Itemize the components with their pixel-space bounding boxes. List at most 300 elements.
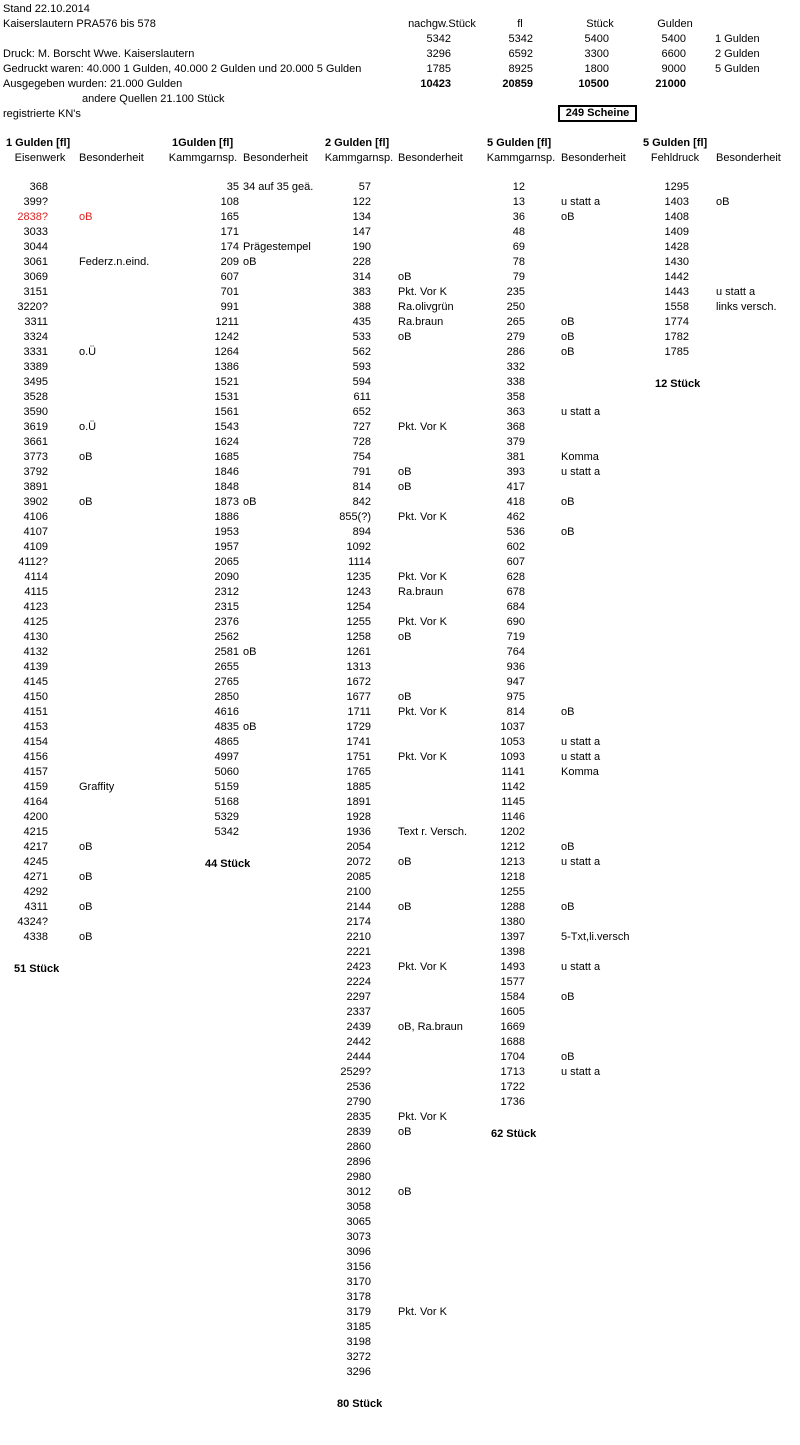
serial-number: 3528 <box>23 391 48 403</box>
serial-note: u statt a <box>561 736 601 748</box>
serial-number: 2980 <box>346 1171 371 1183</box>
serial-number: 1264 <box>214 346 239 358</box>
serial-number: 2072 <box>346 856 371 868</box>
serial-number: 147 <box>352 226 371 238</box>
serial-number: 754 <box>352 451 371 463</box>
serial-number: 4150 <box>23 691 48 703</box>
serial-note: oB, Ra.braun <box>398 1021 463 1033</box>
group-count: 80 Stück <box>337 1398 383 1410</box>
serial-number: 2100 <box>346 886 371 898</box>
serial-number: 1751 <box>346 751 371 763</box>
serial-number: 4139 <box>23 661 48 673</box>
serial-number: 363 <box>506 406 525 418</box>
serial-note: Federz.n.eind. <box>79 256 150 268</box>
serial-number: 4153 <box>23 721 48 733</box>
group-subheader: Besonderheit <box>398 152 463 164</box>
serial-number: 2896 <box>346 1156 371 1168</box>
serial-note: oB <box>79 901 93 913</box>
serial-number: 562 <box>352 346 371 358</box>
serial-number: 388 <box>352 301 371 313</box>
serial-number: 1243 <box>346 586 371 598</box>
serial-number: 4112? <box>18 556 48 568</box>
serial-note: oB <box>561 841 575 853</box>
serial-number: 2439 <box>346 1021 371 1033</box>
summary-cell: 3296 <box>426 48 451 60</box>
serial-number: 4130 <box>23 631 48 643</box>
serial-number: 171 <box>220 226 239 238</box>
serial-number: 2536 <box>346 1081 371 1093</box>
serial-number: 2442 <box>346 1036 371 1048</box>
summary-cell: 5400 <box>661 33 686 45</box>
serial-number: 1254 <box>346 601 371 613</box>
serial-number: 727 <box>352 421 371 433</box>
serial-number: 1848 <box>214 481 239 493</box>
serial-number: 1409 <box>664 226 689 238</box>
serial-number: 165 <box>220 211 239 223</box>
serial-note: o.Ü <box>79 421 97 433</box>
serial-number: 3619 <box>23 421 48 433</box>
group-subheader: Besonderheit <box>716 152 781 164</box>
serial-number: 1428 <box>664 241 689 253</box>
serial-number: 4271 <box>23 871 48 883</box>
serial-number: 728 <box>352 436 371 448</box>
serial-number: 3044 <box>23 241 48 253</box>
serial-number: 379 <box>506 436 525 448</box>
serial-number: 2423 <box>346 961 371 973</box>
serial-number: 1408 <box>664 211 689 223</box>
serial-note: u statt a <box>561 406 601 418</box>
serial-note: oB <box>398 481 412 493</box>
serial-number: 3773 <box>23 451 48 463</box>
serial-number: 611 <box>353 391 371 403</box>
serial-number: 1531 <box>214 391 239 403</box>
serial-note: oB <box>561 331 575 343</box>
serial-number: 4997 <box>214 751 239 763</box>
serial-number: 894 <box>352 526 371 538</box>
serial-number: 3178 <box>346 1291 371 1303</box>
serial-number: 228 <box>352 256 371 268</box>
serial-note: Ra.braun <box>398 586 444 598</box>
serial-number: 4123 <box>23 601 48 613</box>
serial-note: oB <box>398 271 412 283</box>
serial-note: Pkt. Vor K <box>398 706 447 718</box>
serial-number: 4311 <box>24 901 48 913</box>
serial-number: 69 <box>512 241 525 253</box>
serial-number: 3495 <box>23 376 48 388</box>
serial-number: 3324 <box>23 331 48 343</box>
serial-number: 4107 <box>23 526 48 538</box>
serial-number: 3156 <box>346 1261 371 1273</box>
serial-number: 134 <box>352 211 371 223</box>
serial-number: 368 <box>29 181 48 193</box>
serial-number: 1782 <box>664 331 689 343</box>
summary-cell: 5400 <box>584 33 609 45</box>
serial-number: 2174 <box>346 916 371 928</box>
serial-note: oB <box>79 211 93 223</box>
serial-number: 2224 <box>346 976 371 988</box>
serial-number: 2376 <box>214 616 239 628</box>
summary-total: 21000 <box>655 78 686 90</box>
summary-header: fl <box>517 18 523 30</box>
serial-number: 4865 <box>214 736 239 748</box>
serial-number: 1493 <box>500 961 525 973</box>
serial-number: 3058 <box>346 1201 371 1213</box>
serial-note: Pkt. Vor K <box>398 571 447 583</box>
serial-number: 2562 <box>214 631 239 643</box>
serial-note: oB <box>561 316 575 328</box>
serial-number: 684 <box>506 601 525 613</box>
registered-label: registrierte KN's <box>3 108 81 120</box>
serial-note: oB <box>561 1051 575 1063</box>
serial-note: oB <box>398 631 412 643</box>
summary-cell: 5342 <box>508 33 533 45</box>
serial-note: u statt a <box>561 856 601 868</box>
serial-number: 1295 <box>664 181 689 193</box>
serial-number: 602 <box>506 541 525 553</box>
serial-number: 2210 <box>346 931 371 943</box>
serial-note: oB <box>561 991 575 1003</box>
serial-number: 2054 <box>346 841 371 853</box>
summary-cell: 8925 <box>508 63 533 75</box>
serial-number: 174 <box>220 241 239 253</box>
summary-cell: 6600 <box>661 48 686 60</box>
serial-number: 4156 <box>23 751 48 763</box>
serial-number: 381 <box>506 451 525 463</box>
printed-info: Gedruckt waren: 40.000 1 Gulden, 40.000 2 Gulden und 20.000 5 Gulden <box>3 63 362 75</box>
serial-number: 1605 <box>500 1006 525 1018</box>
serial-note: oB <box>398 1126 412 1138</box>
serial-number: 1442 <box>664 271 689 283</box>
serial-number: 250 <box>506 301 525 313</box>
serial-note: oB <box>79 496 93 508</box>
serial-number: 1242 <box>214 331 239 343</box>
serial-note: oB <box>79 841 93 853</box>
serial-number: 1430 <box>664 256 689 268</box>
serial-number: 3661 <box>23 436 48 448</box>
serial-number: 690 <box>506 616 525 628</box>
serial-number: 2065 <box>214 556 239 568</box>
serial-number: 1093 <box>500 751 525 763</box>
serial-number: 3792 <box>23 466 48 478</box>
serial-note: Pkt. Vor K <box>398 961 447 973</box>
serial-note: u statt a <box>561 1066 601 1078</box>
serial-note: Ra.braun <box>398 316 444 328</box>
group-title: 1 Gulden [fl] <box>6 137 71 149</box>
serial-note: Pkt. Vor K <box>398 286 447 298</box>
serial-number: 1953 <box>214 526 239 538</box>
serial-number: 4115 <box>24 586 48 598</box>
serial-number: 2297 <box>346 991 371 1003</box>
group-subheader: Kammgarnsp. <box>168 152 238 164</box>
serial-number: 936 <box>506 661 525 673</box>
serial-number: 2529? <box>340 1066 371 1078</box>
serial-number: 1255 <box>500 886 525 898</box>
summary-cell: 1785 <box>426 63 451 75</box>
serial-number: 2838? <box>17 211 48 223</box>
serial-number: 4292 <box>23 886 48 898</box>
serial-number: 3073 <box>346 1231 371 1243</box>
serial-number: 3065 <box>346 1216 371 1228</box>
group-subheader: Besonderheit <box>243 152 308 164</box>
print-info: Druck: M. Borscht Wwe. Kaiserslautern <box>3 48 195 60</box>
serial-number: 1092 <box>346 541 371 553</box>
serial-note: oB <box>561 706 575 718</box>
serial-number: 3185 <box>346 1321 371 1333</box>
serial-number: 855(?) <box>339 511 371 523</box>
summary-row-label: 2 Gulden <box>715 48 760 60</box>
serial-number: 607 <box>506 556 525 568</box>
serial-note: oB <box>79 451 93 463</box>
serial-number: 5342 <box>214 826 239 838</box>
serial-number: 1146 <box>501 811 525 823</box>
serial-number: 2312 <box>214 586 239 598</box>
summary-cell: 1800 <box>584 63 609 75</box>
serial-note: oB <box>398 856 412 868</box>
serial-number: 4109 <box>23 541 48 553</box>
serial-note: oB <box>398 331 412 343</box>
serial-number: 2765 <box>214 676 239 688</box>
serial-number: 3033 <box>23 226 48 238</box>
serial-note: Graffity <box>79 781 115 793</box>
serial-number: 122 <box>352 196 371 208</box>
serial-number: 3061 <box>23 256 48 268</box>
serial-note: oB <box>398 691 412 703</box>
serial-number: 79 <box>512 271 525 283</box>
serial-number: 1713 <box>500 1066 525 1078</box>
serial-number: 652 <box>352 406 371 418</box>
serial-number: 764 <box>506 646 525 658</box>
serial-number: 286 <box>506 346 525 358</box>
serial-note: oB <box>398 901 412 913</box>
serial-number: 2860 <box>346 1141 371 1153</box>
serial-number: 3096 <box>346 1246 371 1258</box>
serial-note: oB <box>79 871 93 883</box>
serial-number: 1037 <box>500 721 525 733</box>
serial-number: 678 <box>506 586 525 598</box>
serial-number: 1873 <box>214 496 239 508</box>
group-count: 62 Stück <box>491 1128 537 1140</box>
serial-number: 2315 <box>214 601 239 613</box>
serial-number: 2655 <box>214 661 239 673</box>
serial-number: 3891 <box>23 481 48 493</box>
serial-number: 814 <box>352 481 371 493</box>
serial-number: 1928 <box>346 811 371 823</box>
serial-note: links versch. <box>716 301 777 313</box>
serial-number: 279 <box>506 331 525 343</box>
serial-number: 1885 <box>346 781 371 793</box>
serial-note: u statt a <box>716 286 756 298</box>
serial-number: 3590 <box>23 406 48 418</box>
serial-number: 2337 <box>346 1006 371 1018</box>
serial-number: 108 <box>220 196 239 208</box>
serial-number: 1142 <box>501 781 525 793</box>
serial-number: 393 <box>506 466 525 478</box>
serial-number: 4114 <box>24 571 48 583</box>
serial-number: 1235 <box>346 571 371 583</box>
serial-number: 418 <box>506 496 525 508</box>
issued-info: Ausgegeben wurden: 21.000 Gulden <box>3 78 183 90</box>
serial-number: 4245 <box>23 856 48 868</box>
serial-number: 235 <box>506 286 525 298</box>
serial-number: 1561 <box>214 406 239 418</box>
serial-note: u statt a <box>561 961 601 973</box>
serial-note: 5-Txt,li.versch <box>561 931 630 943</box>
group-subheader: Fehldruck <box>650 152 700 164</box>
serial-number: 314 <box>352 271 371 283</box>
serial-number: 594 <box>352 376 371 388</box>
serial-number: 368 <box>506 421 525 433</box>
serial-note: oB <box>243 256 257 268</box>
serial-number: 3296 <box>346 1366 371 1378</box>
serial-number: 57 <box>358 181 371 193</box>
group-subheader: Kammgarnsp. <box>324 152 394 164</box>
serial-number: 1141 <box>501 766 525 778</box>
serial-number: 842 <box>352 496 371 508</box>
serial-number: 3179 <box>346 1306 371 1318</box>
serial-number: 5159 <box>214 781 239 793</box>
serial-number: 1145 <box>501 796 525 808</box>
serial-number: 1711 <box>347 706 371 718</box>
serial-number: 190 <box>352 241 371 253</box>
serial-note: Pkt. Vor K <box>398 511 447 523</box>
serial-number: 338 <box>506 376 525 388</box>
serial-number: 1736 <box>500 1096 525 1108</box>
other-sources: andere Quellen 21.100 Stück <box>82 93 225 105</box>
serial-number: 1677 <box>346 691 371 703</box>
serial-note: oB <box>561 901 575 913</box>
serial-note: Pkt. Vor K <box>398 421 447 433</box>
serial-number: 1936 <box>346 826 371 838</box>
serial-note: oB <box>716 196 730 208</box>
serial-number: 48 <box>512 226 525 238</box>
serial-number: 1218 <box>500 871 525 883</box>
serial-number: 5329 <box>214 811 239 823</box>
serial-number: 4151 <box>23 706 48 718</box>
serial-number: 1584 <box>500 991 525 1003</box>
serial-number: 1213 <box>500 856 525 868</box>
serial-number: 1558 <box>664 301 689 313</box>
summary-header: Gulden <box>657 18 693 30</box>
serial-number: 3331 <box>23 346 48 358</box>
serial-number: 4159 <box>23 781 48 793</box>
serial-number: 1053 <box>500 736 525 748</box>
group-title: 2 Gulden [fl] <box>325 137 390 149</box>
serial-number: 462 <box>506 511 525 523</box>
serial-number: 1886 <box>214 511 239 523</box>
serial-number: 4217 <box>23 841 48 853</box>
serial-number: 417 <box>506 481 525 493</box>
serial-number: 4324? <box>17 916 48 928</box>
serial-number: 4164 <box>23 796 48 808</box>
serial-note: oB <box>243 646 257 658</box>
title-line: Kaiserslautern PRA576 bis 578 <box>3 18 156 30</box>
serial-number: 1624 <box>214 436 239 448</box>
group-title: 5 Gulden [fl] <box>487 137 552 149</box>
serial-number: 701 <box>220 286 239 298</box>
serial-number: 1380 <box>500 916 525 928</box>
serial-number: 265 <box>506 316 525 328</box>
serial-note: oB <box>561 346 575 358</box>
serial-number: 36 <box>512 211 525 223</box>
serial-number: 399? <box>23 196 48 208</box>
serial-number: 1688 <box>500 1036 525 1048</box>
serial-note: o.Ü <box>79 346 97 358</box>
serial-note: Prägestempel <box>243 241 311 253</box>
serial-note: Komma <box>561 766 599 778</box>
serial-number: 1114 <box>348 556 371 568</box>
group-subheader: Eisenwerk <box>14 152 66 164</box>
summary-cell: 3300 <box>584 48 609 60</box>
serial-number: 1212 <box>500 841 525 853</box>
serial-number: 1704 <box>500 1051 525 1063</box>
serial-number: 3220? <box>17 301 48 313</box>
group-count: 51 Stück <box>14 963 60 975</box>
summary-header: nachgw.Stück <box>408 18 476 30</box>
serial-number: 2221 <box>346 946 371 958</box>
serial-number: 1288 <box>500 901 525 913</box>
serial-note: u statt a <box>561 751 601 763</box>
serial-number: 4145 <box>23 676 48 688</box>
serial-number: 209 <box>220 256 239 268</box>
serial-number: 991 <box>220 301 239 313</box>
summary-cell: 9000 <box>661 63 686 75</box>
serial-number: 4338 <box>23 931 48 943</box>
serial-number: 1211 <box>215 316 239 328</box>
serial-note: Ra.olivgrün <box>398 301 454 313</box>
serial-number: 3198 <box>346 1336 371 1348</box>
serial-number: 1685 <box>214 451 239 463</box>
serial-number: 1403 <box>664 196 689 208</box>
group-title: 5 Gulden [fl] <box>643 137 708 149</box>
serial-number: 2835 <box>346 1111 371 1123</box>
summary-total: 10500 <box>578 78 609 90</box>
serial-note: oB <box>398 466 412 478</box>
serial-number: 4132 <box>23 646 48 658</box>
group-title: 1Gulden [fl] <box>172 137 234 149</box>
serial-number: 3069 <box>23 271 48 283</box>
serial-note: oB <box>243 721 257 733</box>
serial-number: 3902 <box>23 496 48 508</box>
serial-number: 3151 <box>23 286 48 298</box>
serial-number: 1521 <box>214 376 239 388</box>
serial-number: 2090 <box>214 571 239 583</box>
serial-number: 383 <box>352 286 371 298</box>
serial-number: 1891 <box>346 796 371 808</box>
serial-note: Text r. Versch. <box>398 826 468 838</box>
serial-number: 3389 <box>23 361 48 373</box>
serial-number: 607 <box>220 271 239 283</box>
serial-number: 4616 <box>214 706 239 718</box>
serial-number: 5168 <box>214 796 239 808</box>
serial-number: 1741 <box>346 736 371 748</box>
serial-note: oB <box>561 211 575 223</box>
serial-note: oB <box>561 526 575 538</box>
serial-note: oB <box>243 496 257 508</box>
summary-cell: 6592 <box>508 48 533 60</box>
serial-number: 2144 <box>346 901 371 913</box>
serial-note: oB <box>561 496 575 508</box>
serial-number: 2839 <box>346 1126 371 1138</box>
group-count: 12 Stück <box>655 378 701 390</box>
serial-number: 12 <box>512 181 525 193</box>
group-count: 44 Stück <box>205 858 251 870</box>
stand-date: Stand 22.10.2014 <box>3 3 90 15</box>
serial-note: oB <box>79 931 93 943</box>
group-subheader: Kammgarnsp. <box>486 152 556 164</box>
summary-header: Stück <box>586 18 614 30</box>
serial-number: 35 <box>226 181 239 193</box>
serial-number: 1386 <box>214 361 239 373</box>
